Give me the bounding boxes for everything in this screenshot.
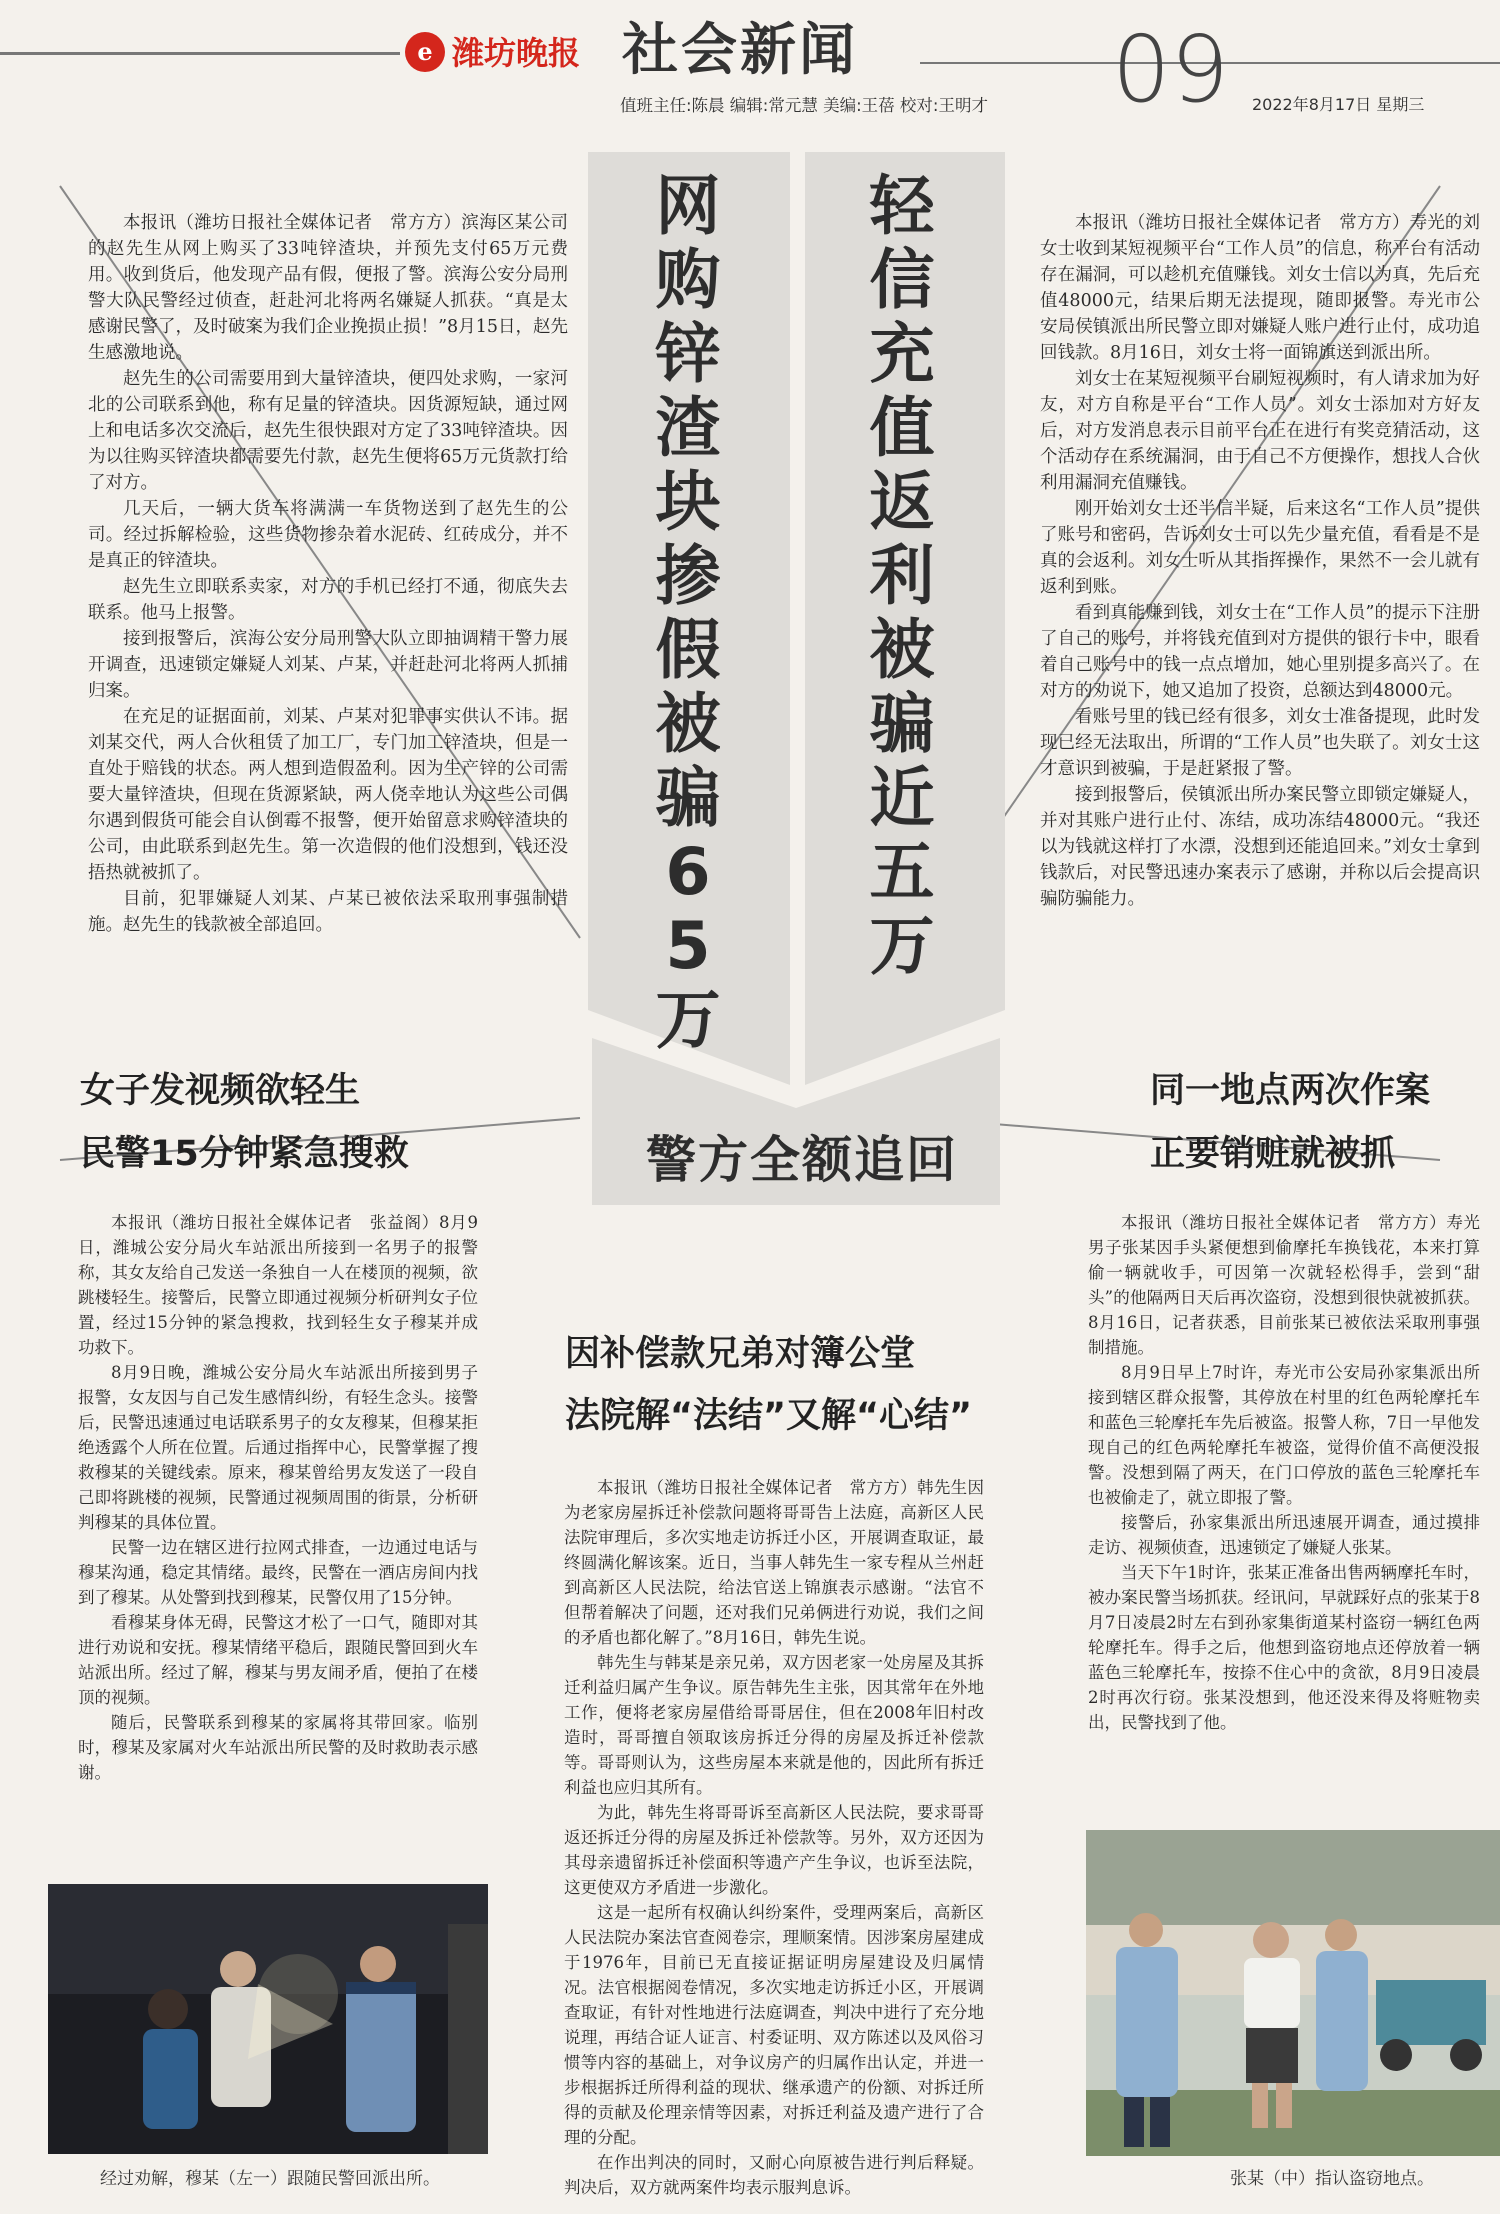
article-theft-headline-2: 正要销赃就被抓 (1150, 1134, 1396, 1174)
rescue-photo (48, 1884, 488, 2154)
article-recharge-body (1040, 210, 1480, 912)
article-theft-body (1088, 1210, 1480, 1735)
headline-police-recovered: 警方全额追回 (646, 1131, 958, 1189)
article-recharge-paragraph: 接到报警后，侯镇派出所办案民警立即锁定嫌疑人，并对其账户进行止付、冻结，成功冻结48000元。“我还以为钱就这样打了水漂，没想到还能追回来。”刘女士拿到钱款后，对民警迅速办案表示了感谢，并称以后会提高识骗防骗能力。 (1040, 785, 1480, 909)
article-court-paragraph: 这是一起所有权确认纠纷案件，受理两案后，高新区人民法院办案法官查阅卷宗，理顺案情。因涉案房屋建成于1976年，目前已无直接证据证明房屋建设及归属情况。法官根据阅卷情况，多次实地走访拆迁小区，开展调查取证，有针对性地进行法庭调查，判决中进行了充分地说理，再结合证人证言、村委证明、双方陈述以及风俗习惯等内容的基础上，对争议房产的归属作出认定，并进一步根据拆迁所得利益的现状、继承遗产的份额、对拆迁所得的贡献及伦理亲情等因素，对拆迁利益及遗产进行了合理的分配。 (564, 1903, 984, 2147)
article-zinc-body (88, 210, 568, 938)
article-theft-paragraph: 本报讯（潍坊日报社全媒体记者 常方方）寿光男子张某因手头紧便想到偷摩托车换钱花，本来打算偷一辆就收手，可因第一次就轻松得手，尝到“甜头”的他隔两日天后再次盗窃，没想到很快就被抓获。8月16日，记者获悉，目前张某已被依法采取刑事强制措施。 (1088, 1213, 1480, 1357)
theft-photo-caption: 张某（中）指认盗窃地点。 (1230, 2169, 1434, 2189)
article-recharge-paragraph: 刘女士在某短视频平台刷短视频时，有人请求加为好友，对方自称是平台“工作人员”。刘女士添加对方好友后，对方发消息表示目前平台正在进行有奖竞猜活动，这个活动存在系统漏洞，由于自己不方便操作，想找人合伙利用漏洞充值赚钱。 (1040, 369, 1480, 493)
article-zinc-paragraph: 赵先生的公司需要用到大量锌渣块，便四处求购，一家河北的公司联系到他，称有足量的锌渣块。因货源短缺，通过网上和电话多次交流后，赵先生很快跟对方定了33吨锌渣块。因为以往购买锌渣块都需要先付款，赵先生便将65万元货款打给了对方。 (88, 369, 568, 493)
article-zinc-paragraph: 赵先生立即联系卖家，对方的手机已经打不通，彻底失去联系。他马上报警。 (88, 577, 568, 623)
article-zinc-paragraph: 目前，犯罪嫌疑人刘某、卢某已被依法采取刑事强制措施。赵先生的钱款被全部追回。 (88, 889, 568, 935)
article-zinc-paragraph: 几天后，一辆大货车将满满一车货物送到了赵先生的公司。经过拆解检验，这些货物掺杂着水泥砖、红砖成分，并不是真正的锌渣块。 (88, 499, 568, 571)
article-recharge-paragraph: 看到真能赚到钱，刘女士在“工作人员”的提示下注册了自己的账号，并将钱充值到对方提供的银行卡中，眼看着自己账号中的钱一点点增加，她心里别提多高兴了。在对方的劝说下，她又追加了投资，总额达到48000元。 (1040, 603, 1480, 701)
article-suicide-paragraph: 8月9日晚，潍城公安分局火车站派出所接到男子报警，女友因与自己发生感情纠纷，有轻生念头。接警后，民警迅速通过电话联系男子的女友穆某，但穆某拒绝透露个人所在位置。后通过指挥中心，民警掌握了搜救穆某的关键线索。原来，穆某曾给男友发送了一段自己即将跳楼的视频，民警通过视频周围的街景，分析研判穆某的具体位置。 (78, 1363, 478, 1532)
article-court-paragraph: 在作出判决的同时，又耐心向原被告进行判后释疑。判决后，双方就两案件均表示服判息诉。 (564, 2153, 984, 2197)
article-recharge-paragraph: 本报讯（潍坊日报社全媒体记者 常方方）寿光的刘女士收到某短视频平台“工作人员”的信息，称平台有活动存在漏洞，可以趁机充值赚钱。刘女士信以为真，先后充值48000元，结果后期无法提现，随即报警。寿光市公安局侯镇派出所民警立即对嫌疑人账户进行止付，成功追回钱款。8月16日，刘女士将一面锦旗送到派出所。 (1040, 213, 1480, 363)
headline-recharge-scam: 轻信充值返利被骗近五万 (869, 169, 935, 984)
article-suicide-headline-2: 民警15分钟紧急搜救 (80, 1134, 409, 1174)
theft-photo (1086, 1830, 1500, 2156)
article-recharge-paragraph: 刚开始刘女士还半信半疑，后来这名“工作人员”提供了账号和密码，告诉刘女士可以先少量充值，看看是不是真的会返利。刘女士听从其指挥操作，果然不一会儿就有返利到账。 (1040, 499, 1480, 597)
article-court-paragraph: 本报讯（潍坊日报社全媒体记者 常方方）韩先生因为老家房屋拆迁补偿款问题将哥哥告上法庭，高新区人民法院审理后，多次实地走访拆迁小区，开展调查取证，最终圆满化解该案。近日，当事人韩先生一家专程从兰州赶到高新区人民法院，给法官送上锦旗表示感谢。“法官不但帮着解决了问题，还对我们兄弟俩进行劝说，我们之间的矛盾也都化解了。”8月16日，韩先生说。 (564, 1478, 984, 1647)
article-theft-headline-1: 同一地点两次作案 (1150, 1071, 1431, 1111)
article-court-paragraph: 为此，韩先生将哥哥诉至高新区人民法院，要求哥哥返还拆迁分得的房屋及拆迁补偿款等。另外，双方还因为其母亲遗留拆迁补偿面积等遗产产生争议，也诉至法院，这更使双方矛盾进一步激化。 (564, 1803, 984, 1897)
paper-logo-icon: e (405, 32, 445, 72)
article-recharge-paragraph: 看账号里的钱已经有很多，刘女士准备提现，此时发现已经无法取出，所谓的“工作人员”也失联了。刘女士这才意识到被骗，于是赶紧报了警。 (1040, 707, 1480, 779)
article-zinc-paragraph: 接到报警后，滨海公安分局刑警大队立即抽调精干警力展开调查，迅速锁定嫌疑人刘某、卢某，并赶赴河北将两人抓捕归案。 (88, 629, 568, 701)
masthead-top-rule (0, 52, 400, 55)
article-suicide-headline-1: 女子发视频欲轻生 (80, 1071, 361, 1111)
article-suicide-paragraph: 随后，民警联系到穆某的家属将其带回家。临别时，穆某及家属对火车站派出所民警的及时救助表示感谢。 (78, 1713, 478, 1782)
article-theft-paragraph: 8月9日早上7时许，寿光市公安局孙家集派出所接到辖区群众报警，其停放在村里的红色两轮摩托车和蓝色三轮摩托车先后被盗。报警人称，7日一早他发现自己的红色两轮摩托车被盗，觉得价值不高便没报警。没想到隔了两天，在门口停放的蓝色三轮摩托车也被偷走了，就立即报了警。 (1088, 1363, 1480, 1507)
article-suicide-body (78, 1210, 478, 1785)
rescue-photo-caption: 经过劝解，穆某（左一）跟随民警回派出所。 (100, 2169, 440, 2189)
page-number: 09 (1112, 16, 1230, 123)
editor-credits: 值班主任:陈晨 编辑:常元慧 美编:王蓓 校对:王明才 (620, 96, 988, 115)
article-suicide-paragraph: 民警一边在辖区进行拉网式排查，一边通过电话与穆某沟通，稳定其情绪。最终，民警在一酒店房间内找到了穆某。从处警到找到穆某，民警仅用了15分钟。 (78, 1538, 478, 1607)
article-theft-paragraph: 接警后，孙家集派出所迅速展开调查，通过摸排走访、视频侦查，迅速锁定了嫌疑人张某。 (1088, 1513, 1480, 1557)
article-zinc-paragraph: 本报讯（潍坊日报社全媒体记者 常方方）滨海区某公司的赵先生从网上购买了33吨锌渣块，并预先支付65万元费用。收到货后，他发现产品有假，便报了警。滨海公安分局刑警大队民警经过侦查，赶赴河北将两名嫌疑人抓获。“真是太感谢民警了，及时破案为我们企业挽损止损！”8月15日，赵先生感激地说。 (88, 213, 568, 363)
article-court-headline-1: 因补偿款兄弟对簿公堂 (565, 1334, 916, 1374)
paper-name: 潍坊晚报 (452, 34, 581, 72)
headline-zinc-scam: 网购锌渣块掺假被骗65万 (655, 169, 721, 1058)
issue-date: 2022年8月17日 星期三 (1252, 95, 1425, 114)
article-theft-paragraph: 当天下午1时许，张某正准备出售两辆摩托车时，被办案民警当场抓获。经讯问，早就踩好点的张某于8月7日凌晨2时左右到孙家集街道某村盗窃一辆红色两轮摩托车。得手之后，他想到盗窃地点还停放着一辆蓝色三轮摩托车，按捺不住心中的贪欲，8月9日凌晨2时再次行窃。张某没想到，他还没来得及将赃物卖出，民警找到了他。 (1088, 1563, 1480, 1732)
article-zinc-paragraph: 在充足的证据面前，刘某、卢某对犯罪事实供认不讳。据刘某交代，两人合伙租赁了加工厂，专门加工锌渣块，但是一直处于赔钱的状态。两人想到造假盈利。因为生产锌的公司需要大量锌渣块，但现在货源紧缺，两人侥幸地认为这些公司偶尔遇到假货可能会自认倒霉不报警，便开始留意求购锌渣块的公司，由此联系到赵先生。第一次造假的他们没想到，钱还没捂热就被抓了。 (88, 707, 568, 883)
article-court-body (564, 1475, 984, 2200)
article-suicide-paragraph: 看穆某身体无碍，民警这才松了一口气，随即对其进行劝说和安抚。穆某情绪平稳后，跟随民警回到火车站派出所。经过了解，穆某与男友闹矛盾，便拍了在楼顶的视频。 (78, 1613, 478, 1707)
article-court-headline-2: 法院解“法结”又解“心结” (565, 1396, 973, 1436)
article-court-paragraph: 韩先生与韩某是亲兄弟，双方因老家一处房屋及其拆迁利益归属产生争议。原告韩先生主张，因其常年在外地工作，便将老家房屋借给哥哥居住，但在2008年旧村改造时，哥哥擅自领取该房拆迁分得的房屋及拆迁补偿款等。哥哥则认为，这些房屋本来就是他的，因此所有拆迁利益也应归其所有。 (564, 1653, 984, 1797)
section-title: 社会新闻 (622, 18, 858, 83)
article-suicide-paragraph: 本报讯（潍坊日报社全媒体记者 张益阁）8月9日，潍城公安分局火车站派出所接到一名男子的报警称，其女友给自己发送一条独自一人在楼顶的视频，欲跳楼轻生。接警后，民警立即通过视频分析研判女子位置，经过15分钟的紧急搜救，找到轻生女子穆某并成功救下。 (78, 1213, 478, 1357)
